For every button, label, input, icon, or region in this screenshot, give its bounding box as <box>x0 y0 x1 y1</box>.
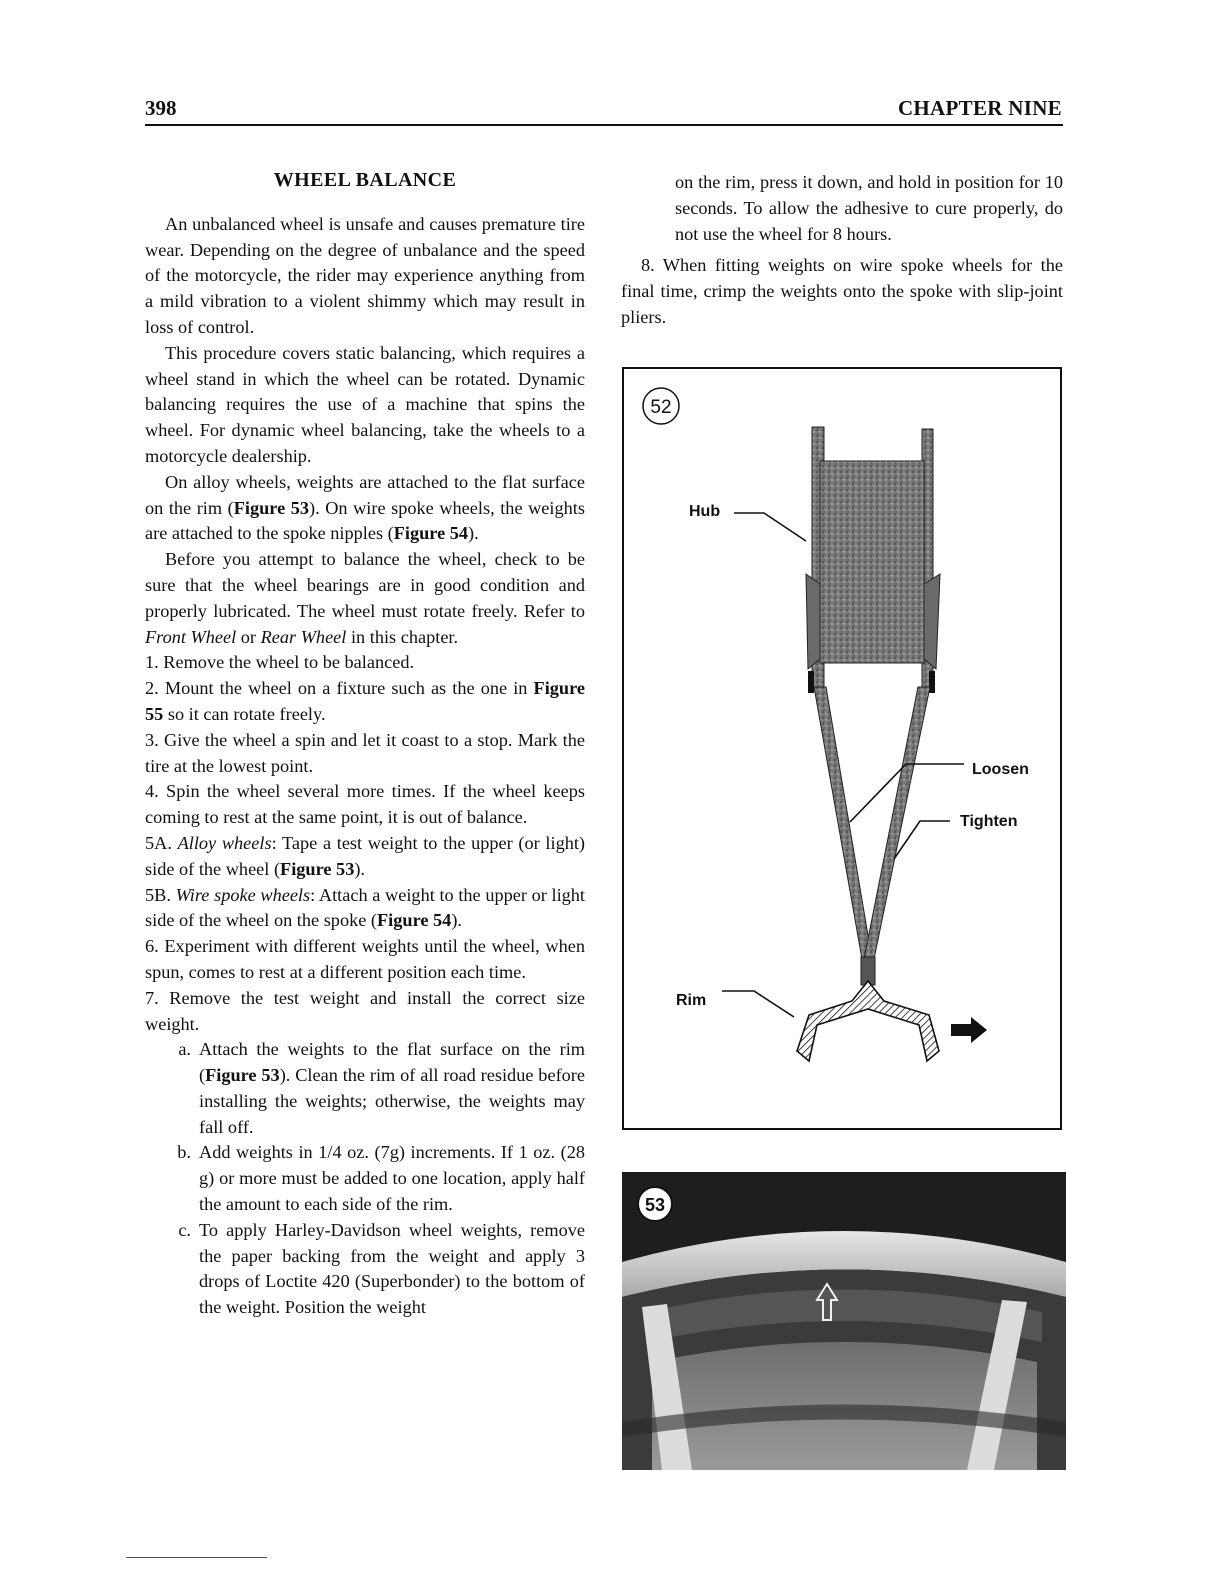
step-3: 3. Give the wheel a spin and let it coast to a stop. Mark the tire at the lowest point. <box>145 729 585 776</box>
substep-text: To apply Harley-Davidson wheel weights, remove the paper backing from the weight and apply 3 drops of Loctite 420 (Superbonder) to the bottom of the weight. Position the weight <box>199 1219 585 1318</box>
text: : Tape a test weight to the upper (or light) side of the wheel ( <box>145 832 586 879</box>
substep-c-continued: on the rim, press it down, and hold in position for 10 seconds. To allow the adhesive to cure properly, do not use the wheel for 8 hours. <box>675 172 1063 244</box>
step-4: 4. Spin the wheel several more times. If the wheel keeps coming to rest at the same point, it is out of balance. <box>145 781 585 828</box>
tighten-label: Tighten <box>960 813 1018 830</box>
chapter-title: CHAPTER NINE <box>897 96 1062 120</box>
figure-53-number: 53 <box>644 1195 666 1215</box>
text: ). Clean the rim of all road residue before installing the weights; otherwise, the weights may fall off. <box>199 1065 585 1137</box>
text: Attach the weights to the flat surface on the rim ( <box>199 1039 585 1086</box>
rim-leader <box>722 991 794 1017</box>
figure-ref-54: Figure 54 <box>377 910 452 931</box>
right-column <box>621 170 1063 331</box>
header-rule <box>145 124 1063 126</box>
text: ). On wire spoke wheels, the weights are attached to the spoke nipples ( <box>145 497 585 544</box>
hub-edge-left <box>808 671 814 693</box>
text: 5A. <box>145 832 178 853</box>
alloy-wheels-label: Alloy wheels <box>177 832 272 853</box>
step-1: 1. Remove the wheel to be balanced. <box>145 652 415 673</box>
step-8: 8. When fitting weights on wire spoke wheels for the final time, crimp the weights onto the spoke with slip-joint pliers. <box>621 255 1063 327</box>
substep-a <box>145 1037 585 1140</box>
figure-ref-55: Figure 55 <box>145 678 585 724</box>
text: 2. Mount the wheel on a fixture such as the one in <box>145 678 534 699</box>
rim-section <box>797 981 939 1061</box>
text: On alloy wheels, weights are attached to the flat surface on the rim ( <box>145 471 585 518</box>
paragraph-intro: An unbalanced wheel is unsafe and causes premature tire wear. Depending on the degree of unbalance and the speed of the motorcycle, the rider may experience anything from a mild vibration to a violent shimmy which may result in loss of control. <box>145 213 585 337</box>
loosen-label: Loosen <box>972 761 1029 778</box>
front-wheel-ref: Front Wheel <box>145 626 237 647</box>
text: : Attach a weight to the upper or light side of the wheel on the spoke ( <box>145 884 586 931</box>
hub-shoulder-left <box>806 574 820 669</box>
text: ). <box>354 858 366 879</box>
substep-letter: a. <box>178 1039 191 1060</box>
step-7: 7. Remove the test weight and install the correct size weight. <box>145 987 585 1034</box>
hub-label: Hub <box>689 503 721 520</box>
figure-52-number: 52 <box>650 397 672 418</box>
text: or <box>236 626 261 647</box>
substep-c <box>145 1218 585 1321</box>
step-5b <box>145 883 585 935</box>
paragraph-bearings <box>145 547 585 650</box>
figure-52-illustration <box>624 369 1060 1128</box>
text: so it can rotate freely. <box>163 703 326 724</box>
substep-letter: c. <box>178 1219 191 1240</box>
figure-53-photo <box>622 1172 1066 1470</box>
figure-ref-53: Figure 53 <box>280 858 355 879</box>
substep-text <box>199 1037 585 1140</box>
hub-leader <box>734 513 806 541</box>
text: ). <box>451 910 462 931</box>
paragraph-weights <box>145 470 585 547</box>
page-number: 398 <box>145 96 177 120</box>
spoke-left <box>814 687 872 959</box>
step-2 <box>145 676 585 728</box>
spoke-right <box>864 687 930 959</box>
section-title: WHEEL BALANCE <box>273 169 457 191</box>
figure-ref-53: Figure 53 <box>233 497 310 518</box>
footer-rule <box>126 1557 267 1558</box>
figure-52 <box>622 367 1062 1130</box>
rim-label: Rim <box>676 992 707 1009</box>
left-column <box>145 168 585 1321</box>
substep-letter: b. <box>177 1142 191 1163</box>
tighten-leader <box>894 821 950 859</box>
hub-body <box>820 461 924 663</box>
step-6: 6. Experiment with different weights until the wheel, when spun, comes to rest at a different position each time. <box>145 936 585 982</box>
direction-arrow-icon <box>951 1017 987 1043</box>
step-5a <box>145 831 585 883</box>
text: Before you attempt to balance the wheel, check to be sure that the wheel bearings are in good condition and properly lubricated. The wheel must rotate freely. Refer to <box>145 549 585 621</box>
text: 5B. <box>145 884 176 905</box>
substep-text: Add weights in 1/4 oz. (7g) increments. If 1 oz. (28 g) or more must be added to one location, apply half the amount to each side of the rim. <box>199 1142 585 1215</box>
text: ). <box>468 523 479 544</box>
rear-wheel-ref: Rear Wheel <box>260 626 347 647</box>
figure-ref-53: Figure 53 <box>205 1065 280 1086</box>
figure-53 <box>622 1172 1066 1470</box>
wire-spoke-wheels-label: Wire spoke wheels <box>175 884 311 905</box>
figure-ref-54: Figure 54 <box>393 523 469 544</box>
paragraph-static-balancing: This procedure covers static balancing, which requires a wheel stand in which the wheel can be rotated. Dynamic balancing requires the use of a machine that spins the wheel. For dynamic wheel balancing, take the wheels to a motorcycle dealership. <box>145 342 585 466</box>
substep-b <box>145 1140 585 1217</box>
text: in this chapter. <box>346 626 459 647</box>
hub-shoulder-right <box>924 574 940 669</box>
